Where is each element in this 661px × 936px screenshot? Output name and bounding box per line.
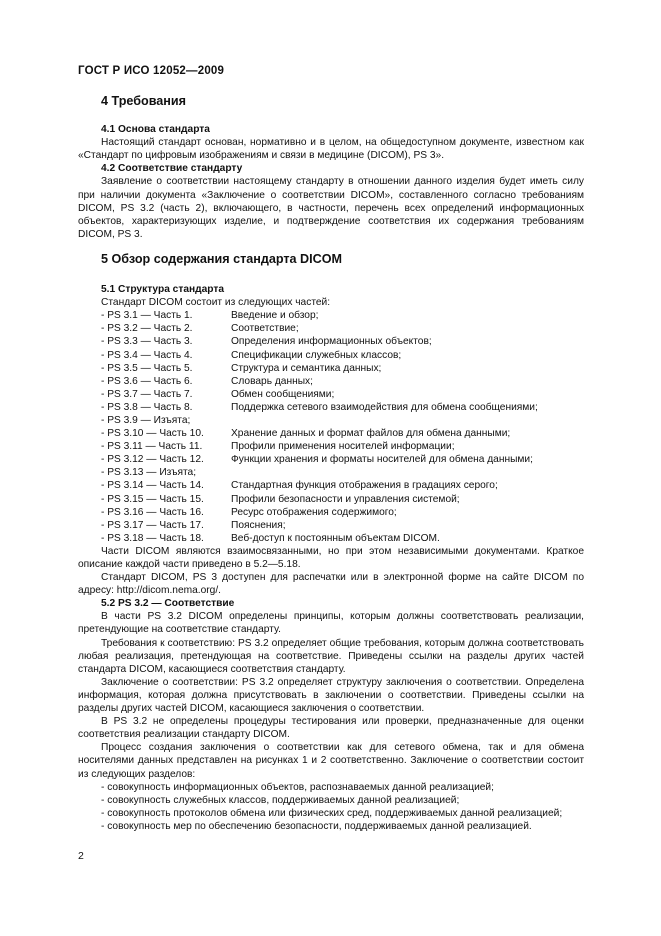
part-title: Поддержка сетевого взаимодействия для обмена сообщениями; [231, 401, 538, 413]
list-item [101, 362, 584, 375]
section-4-1-text: Настоящий стандарт основан, нормативно и в целом, на общедоступном документе, известном как «Стандарт по цифровым изображениям и связи в медицине (DICOM), PS 3». [78, 137, 584, 162]
section-5-2-paragraph-3: Заключение о соответствии: PS 3.2 определяет структуру заключения о соответствии. Определена информация, которая должна присутствовать в заключении о соответствии. Приведены ссылки на разделы других частей DICOM, касающиеся заключения о соответствии. [78, 676, 584, 715]
part-number: - PS 3.15 — Часть 15. [101, 493, 204, 505]
part-number: - PS 3.7 — Часть 7. [101, 388, 193, 400]
part-number: - PS 3.3 — Часть 3. [101, 336, 193, 348]
part-number: - PS 3.13 — Изъята; [101, 467, 197, 479]
part-title: Введение и обзор; [231, 310, 319, 322]
list-item [101, 506, 584, 519]
list-item [101, 388, 584, 401]
parts-list [101, 309, 584, 545]
list-item: - совокупность мер по обеспечению безопасности, поддерживаемых данной реализацией. [101, 820, 532, 832]
section-5-1-intro: Стандарт DICOM состоит из следующих частей: [101, 297, 331, 309]
part-title: Профили применения носителей информации; [231, 441, 455, 453]
part-number: - PS 3.17 — Часть 17. [101, 519, 204, 531]
part-title: Структура и семантика данных; [231, 362, 382, 374]
part-title: Пояснения; [231, 519, 286, 531]
part-number: - PS 3.5 — Часть 5. [101, 362, 193, 374]
list-item [101, 414, 584, 427]
section-5-1-heading: 5.1 Структура стандарта [101, 284, 225, 296]
section-5-2-paragraph-4: В PS 3.2 не определены процедуры тестирования или проверки, предназначенные для оценки соответствия реализации стандарту DICOM. [78, 716, 584, 741]
page-number: 2 [78, 850, 84, 862]
list-item [101, 322, 584, 335]
part-number: - PS 3.4 — Часть 4. [101, 349, 193, 361]
part-title: Стандартная функция отображения в градациях серого; [231, 480, 498, 492]
part-number: - PS 3.12 — Часть 12. [101, 454, 204, 466]
part-number: - PS 3.14 — Часть 14. [101, 480, 204, 492]
part-title: Спецификации служебных классов; [231, 349, 402, 361]
part-number: - PS 3.10 — Часть 10. [101, 428, 204, 440]
part-title: Соответствие; [231, 323, 299, 335]
part-number: - PS 3.8 — Часть 8. [101, 401, 193, 413]
part-title: Хранение данных и формат файлов для обмена данными; [231, 428, 511, 440]
section-4-1-heading: 4.1 Основа стандарта [101, 124, 210, 136]
part-title: Профили безопасности и управления системой; [231, 493, 460, 505]
list-item [101, 532, 584, 545]
list-item [101, 375, 584, 388]
list-item [101, 493, 584, 506]
list-item [101, 335, 584, 348]
section-5-1-paragraph-2: Стандарт DICOM, PS 3 доступен для распечатки или в электронной форме на сайте DICOM по адресу: http://dicom.nema.org/. [78, 572, 584, 597]
part-number: - PS 3.18 — Часть 18. [101, 532, 204, 544]
section-5-2-paragraph-5: Процесс создания заключения о соответствии как для сетевого обмена, так и для обмена носителями данных представлен на рисунках 1 и 2 соответственно. Заключение о соответствии состоит из следующих разделов: [78, 742, 584, 780]
section-4-2-heading: 4.2 Соответствие стандарту [101, 163, 243, 175]
list-item [101, 519, 584, 532]
list-item [101, 440, 584, 453]
part-title: Словарь данных; [231, 375, 313, 387]
part-title: Веб-доступ к постоянным объектам DICOM. [231, 532, 440, 544]
part-number: - PS 3.6 — Часть 6. [101, 375, 193, 387]
page-content [78, 95, 584, 833]
conformance-bullets [101, 781, 584, 833]
list-item [101, 453, 584, 466]
list-item [101, 309, 584, 322]
part-number: - PS 3.11 — Часть 11. [101, 441, 203, 453]
part-title: Обмен сообщениями; [231, 388, 335, 400]
list-item [101, 427, 584, 440]
section-5-2-paragraph-2: Требования к соответствию: PS 3.2 определяет общие требования, которым должна соответствовать любая реализация, претендующая на соответствие. Приведены ссылки на разделы других частей стандарта DICOM, касающиеся соответствия стандарту. [78, 637, 584, 675]
list-item [101, 349, 584, 362]
list-item: - совокупность протоколов обмена или физических сред, поддерживаемых данной реализацией; [101, 807, 563, 819]
list-item: - совокупность служебных классов, поддерживаемых данной реализацией; [101, 794, 460, 806]
part-number: - PS 3.16 — Часть 16. [101, 506, 204, 518]
part-title: Определения информационных объектов; [231, 336, 432, 348]
list-item [101, 479, 584, 492]
part-number: - PS 3.1 — Часть 1. [101, 310, 193, 322]
section-5-1-paragraph-1: Части DICOM являются взаимосвязанными, но при этом независимыми документами. Краткое описание каждой части приведено в 5.2—5.18. [78, 545, 584, 570]
part-number: - PS 3.9 — Изъята; [101, 414, 191, 426]
section-5-heading: 5 Обзор содержания стандарта DICOM [101, 251, 343, 266]
list-item [101, 466, 584, 479]
section-5-2-paragraph-1: В части PS 3.2 DICOM определены принципы, которым должны соответствовать реализации, претендующие на соответствие стандарту. [78, 611, 584, 636]
list-item: - совокупность информационных объектов, распознаваемых данной реализацией; [101, 781, 494, 793]
part-number: - PS 3.2 — Часть 2. [101, 323, 193, 335]
section-5-2-heading: 5.2 PS 3.2 — Соответствие [101, 598, 235, 610]
document-header: ГОСТ Р ИСО 12052—2009 [78, 65, 225, 77]
part-title: Ресурс отображения содержимого; [231, 506, 397, 518]
section-4-heading: 4 Требования [101, 94, 186, 108]
list-item [101, 401, 584, 414]
section-4-2-text: Заявление о соответствии настоящему стандарту в отношении данного изделия будет иметь силу при наличии документа «Заключение о соответствии DICOM», составленного согласно требованиям DICOM, PS 3.2 (часть 2), включающего, в частности, перечень всех определений информационных объектов, характеризующих изделие, и подтверждение соответствия их содержания требованиям DICOM, PS 3. [78, 176, 584, 240]
part-title: Функции хранения и форматы носителей для обмена данными; [231, 454, 533, 466]
